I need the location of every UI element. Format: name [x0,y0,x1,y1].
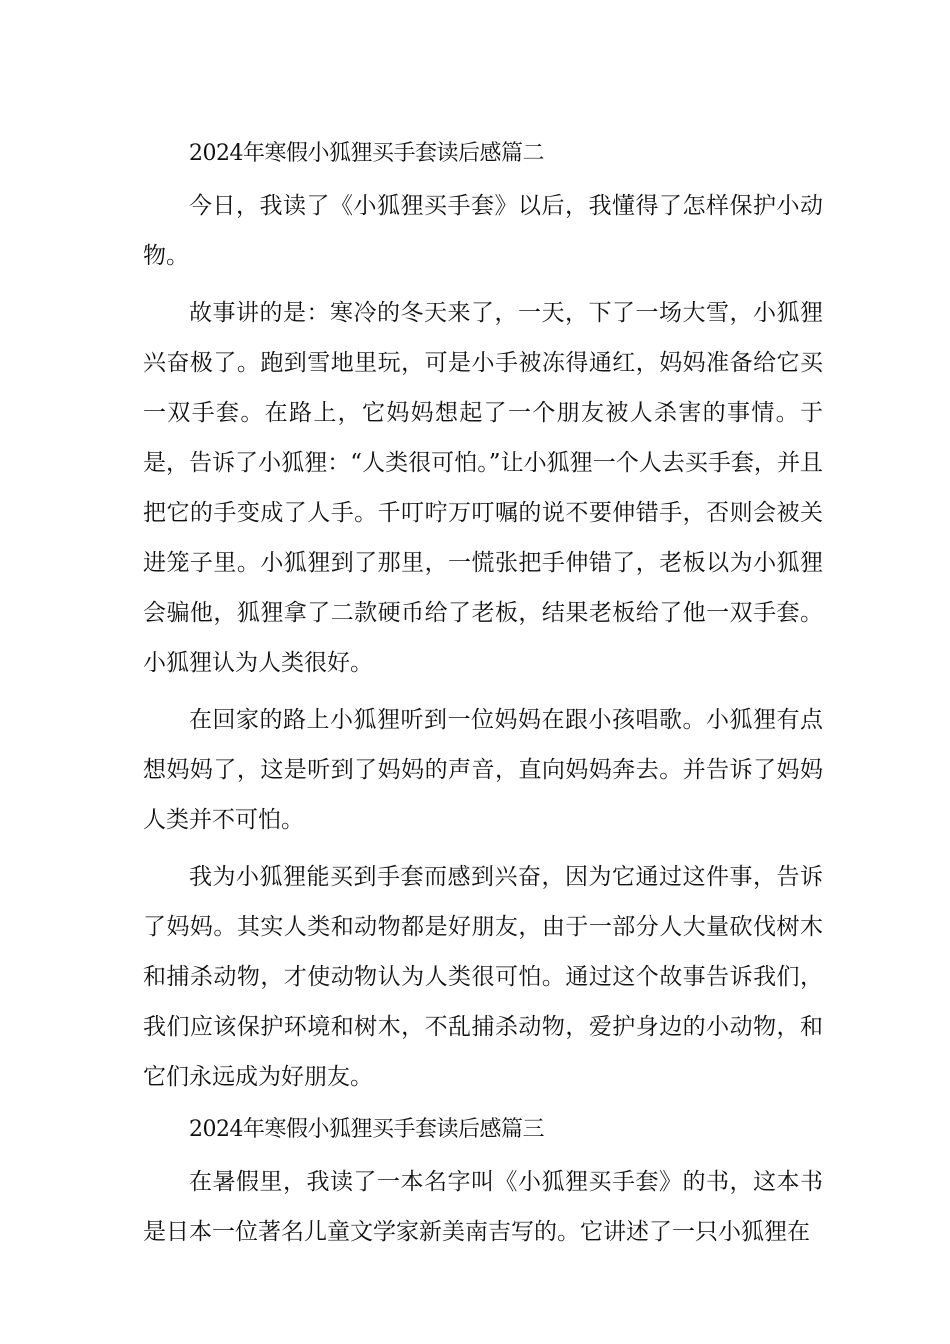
section-heading-2: 2024年寒假小狐狸买手套读后感篇二 [189,141,544,166]
paragraph: 在回家的路上小狐狸听到一位妈妈在跟小孩唱歌。小狐狸有点想妈妈了，这是听到了妈妈的声音，直向妈妈奔去。并告诉了妈妈人类并不可怕。 [143,707,823,833]
paragraph: 在暑假里，我读了一本名字叫《小狐狸买手套》的书，这本书是日本一位著名儿童文学家新美南吉写的。它讲述了一只小狐狸在 [143,1169,823,1245]
paragraph: 故事讲的是：寒冷的冬天来了，一天，下了一场大雪，小狐狸兴奋极了。跑到雪地里玩，可是小手被冻得通红，妈妈准备给它买一双手套。在路上，它妈妈想起了一个朋友被人杀害的事情。于是，告诉了小狐狸：“人类很可怕。”让小狐狸一个人去买手套，并且把它的手变成了人手。千叮咛万叮嘱的说不要伸错手，否则会被关进笼子里。小狐狸到了那里，一慌张把手伸错了，老板以为小狐狸会骗他，狐狸拿了二款硬币给了老板，结果老板给了他一双手套。小狐狸认为人类很好。 [143,300,823,676]
document-body [143,133,823,1264]
section-heading-3: 2024年寒假小狐狸买手套读后感篇三 [189,1117,544,1142]
paragraph: 我为小狐狸能买到手套而感到兴奋，因为它通过这件事，告诉了妈妈。其实人类和动物都是好朋友，由于一部分人大量砍伐树木和捕杀动物，才使动物认为人类很可怕。通过这个故事告诉我们，我们应该保护环境和树木，不乱捕杀动物，爱护身边的小动物，和它们永远成为好朋友。 [143,864,823,1090]
paragraph: 今日，我读了《小狐狸买手套》以后，我懂得了怎样保护小动物。 [143,193,823,269]
